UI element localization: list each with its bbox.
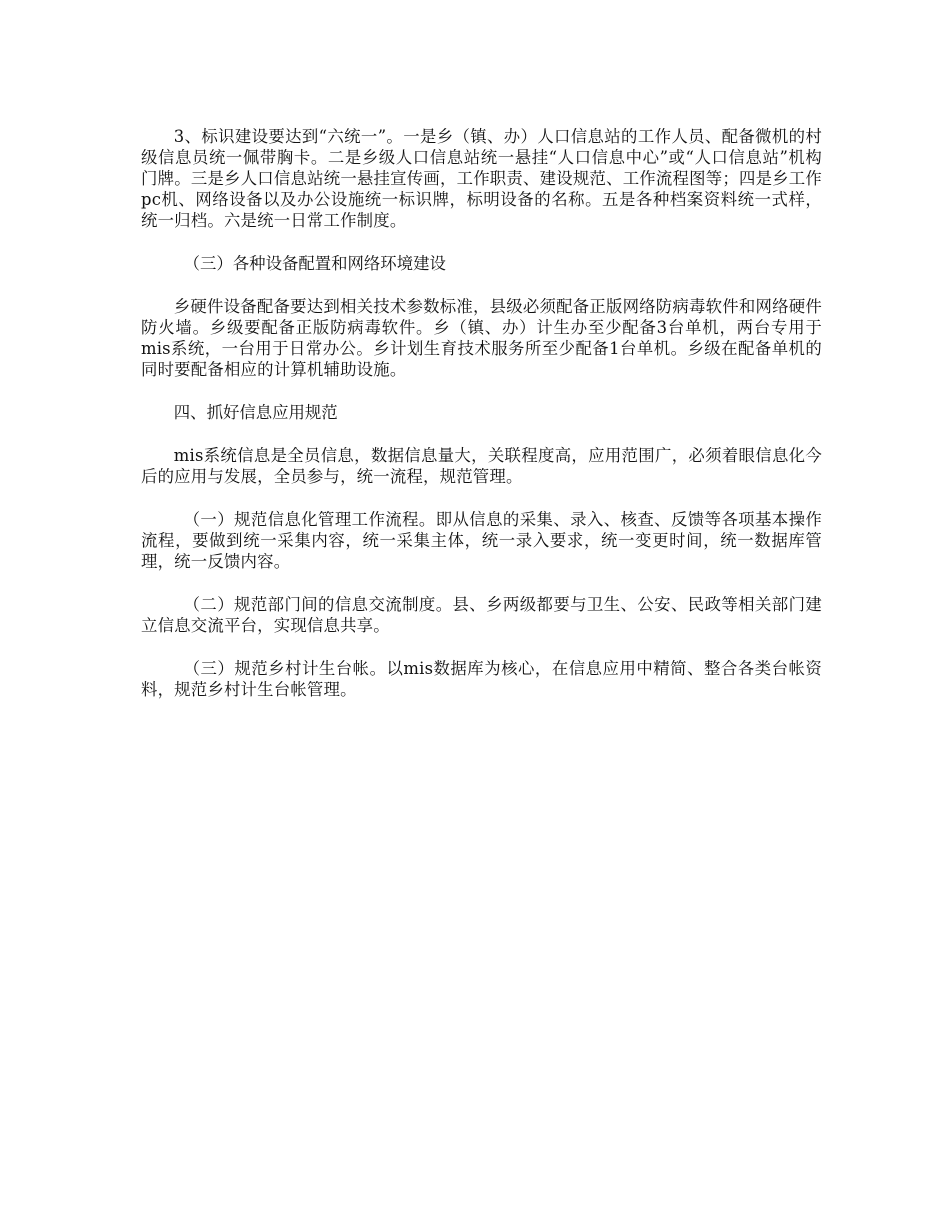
paragraph-equipment: 乡硬件设备配备要达到相关技术参数标准，县级必须配备正版网络防病毒软件和网络硬件防火墙。乡级要配备正版防病毒软件。乡（镇、办）计生办至少配备3台单机，两台专用于mis系统，一台用于日常办公。乡计划生育技术服务所至少配备1台单机。乡级在配备单机的同时要配备相应的计算机辅助设施。 bbox=[141, 297, 822, 379]
section-heading-equipment: （三）各种设备配置和网络环境建设 bbox=[183, 254, 446, 273]
paragraph-exchange: （二）规范部门间的信息交流制度。县、乡两级都要与卫生、公安、民政等相关部门建立信息交流平台，实现信息共享。 bbox=[141, 595, 822, 635]
paragraph-identification: 3、标识建设要达到“六统一”。一是乡（镇、办）人口信息站的工作人员、配备微机的村级信息员统一佩带胸卡。二是乡级人口信息站统一悬挂“人口信息中心”或“人口信息站”机构门牌。三是乡人口信息站统一悬挂宣传画，工作职责、建设规范、工作流程图等；四是乡工作pc机、网络设备以及办公设施统一标识牌，标明设备的名称。五是各种档案资料统一式样，统一归档。六是统一日常工作制度。 bbox=[141, 127, 822, 230]
paragraph-ledger: （三）规范乡村计生台帐。以mis数据库为核心，在信息应用中精简、整合各类台帐资料，规范乡村计生台帐管理。 bbox=[141, 659, 822, 699]
section-heading-info-application: 四、抓好信息应用规范 bbox=[173, 403, 338, 422]
paragraph-workflow: （一）规范信息化管理工作流程。即从信息的采集、录入、核查、反馈等各项基本操作流程，要做到统一采集内容，统一采集主体，统一录入要求，统一变更时间，统一数据库管理，统一反馈内容。 bbox=[141, 510, 822, 571]
paragraph-mis-system: mis系统信息是全员信息，数据信息量大，关联程度高，应用范围广，必须着眼信息化今后的应用与发展，全员参与，统一流程，规范管理。 bbox=[141, 446, 822, 486]
